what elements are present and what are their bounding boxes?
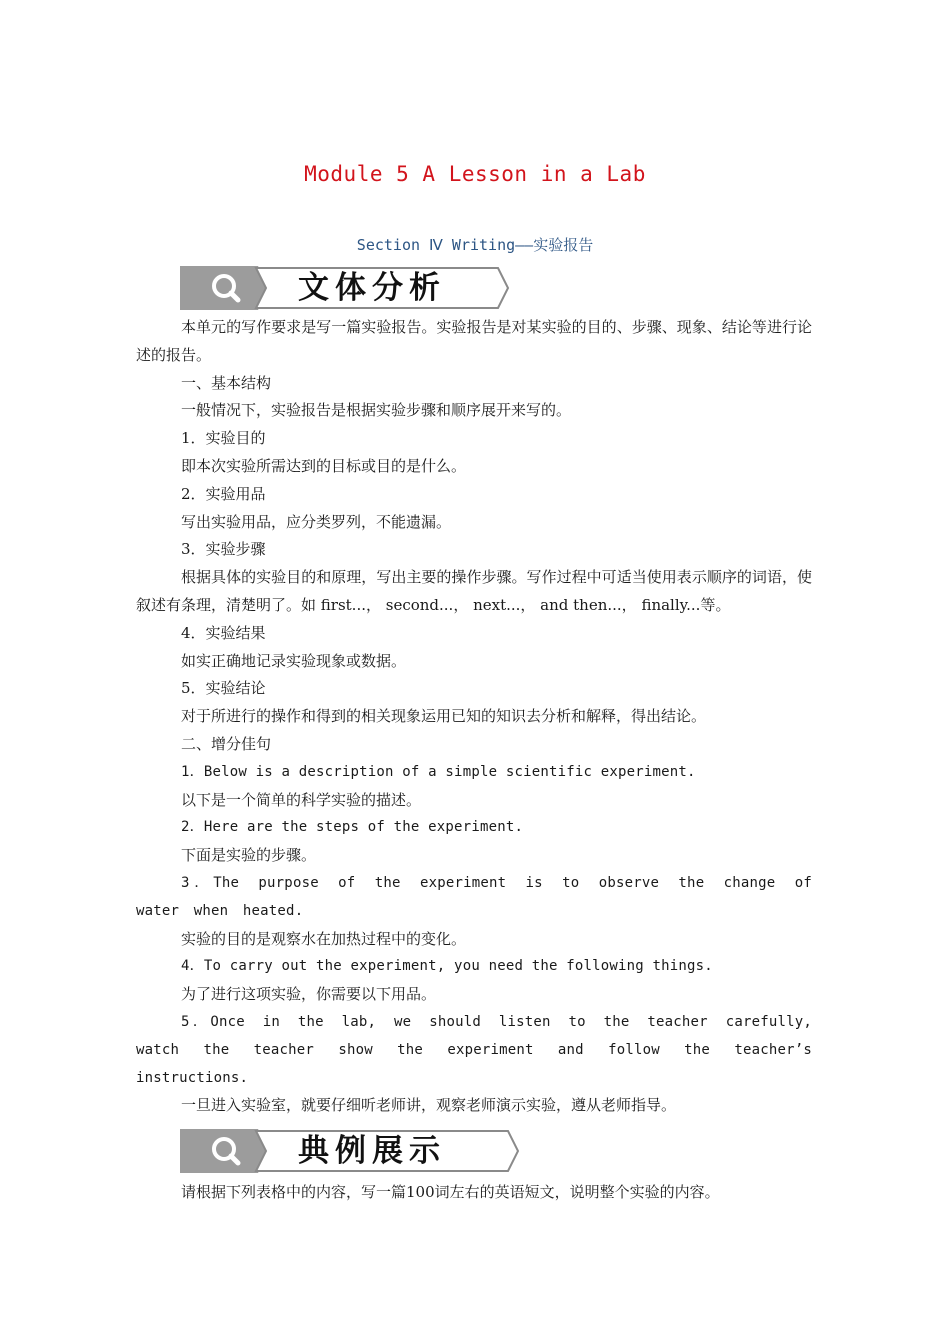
banner-analysis-label: 文体分析 bbox=[298, 270, 446, 306]
item-label: 5．实验结论 bbox=[181, 679, 266, 698]
example-prompt: 请根据下列表格中的内容，写一篇100词左右的英语短文，说明整个实验的内容。 bbox=[181, 1183, 720, 1201]
item-text: 如实正确地记录实验现象或数据。 bbox=[181, 651, 407, 670]
structure-heading: 一、基本结构 bbox=[181, 373, 272, 392]
sentence-zh: 下面是实验的步骤。 bbox=[181, 846, 317, 865]
analysis-intro: 本单元的写作要求是写一篇实验报告。实验报告是对某实验的目的、步骤、现象、结论等进行论述的报告。 bbox=[136, 318, 812, 364]
sentence-en: 5．Once in the lab, we should listen to the teacher carefully, watch the teacher show the experiment and follow the teacher’s instructions. bbox=[136, 1013, 812, 1086]
sentence-en: 4．To carry out the experiment, you need the following things. bbox=[181, 958, 713, 975]
sentence-zh: 实验的目的是观察水在加热过程中的变化。 bbox=[181, 929, 467, 948]
banner-analysis bbox=[180, 266, 510, 310]
sentence-en: 1．Below is a description of a simple scientific experiment. bbox=[181, 763, 696, 780]
example-section bbox=[136, 1179, 812, 1207]
item-text: 对于所进行的操作和得到的相关现象运用已知的知识去分析和解释，得出结论。 bbox=[181, 707, 707, 726]
sentence-zh: 为了进行这项实验，你需要以下用品。 bbox=[181, 985, 437, 1004]
banner-example bbox=[180, 1129, 510, 1173]
item-text: 即本次实验所需达到的目标或目的是什么。 bbox=[181, 456, 467, 475]
sentence-en: 3．The purpose of the experiment is to observe the change of water when heated. bbox=[136, 874, 812, 919]
item-label: 3．实验步骤 bbox=[181, 540, 266, 559]
banner-example-label: 典例展示 bbox=[298, 1133, 446, 1169]
structure-intro: 一般情况下，实验报告是根据实验步骤和顺序展开来写的。 bbox=[181, 401, 572, 420]
item-label: 4．实验结果 bbox=[181, 623, 266, 642]
item-label: 2．实验用品 bbox=[181, 484, 266, 503]
sentence-en: 2．Here are the steps of the experiment. bbox=[181, 819, 524, 836]
analysis-section bbox=[136, 314, 812, 1120]
sentences-heading: 二、增分佳句 bbox=[181, 734, 272, 753]
section-subtitle: Section Ⅳ Writing——实验报告 bbox=[356, 236, 594, 254]
item-text: 根据具体的实验目的和原理，写出主要的操作步骤。写作过程中可适当使用表示顺序的词语，使叙述有条理，清楚明了。如 first...， second...， next...， and then...， finally...等。 bbox=[136, 568, 812, 614]
item-text: 写出实验用品，应分类罗列，不能遗漏。 bbox=[181, 512, 452, 531]
sentence-zh: 一旦进入实验室，就要仔细听老师讲，观察老师演示实验，遵从老师指导。 bbox=[181, 1096, 677, 1115]
item-label: 1．实验目的 bbox=[181, 429, 266, 448]
sentence-zh: 以下是一个简单的科学实验的描述。 bbox=[181, 790, 422, 809]
page-title: Module 5 A Lesson in a Lab bbox=[304, 162, 646, 186]
